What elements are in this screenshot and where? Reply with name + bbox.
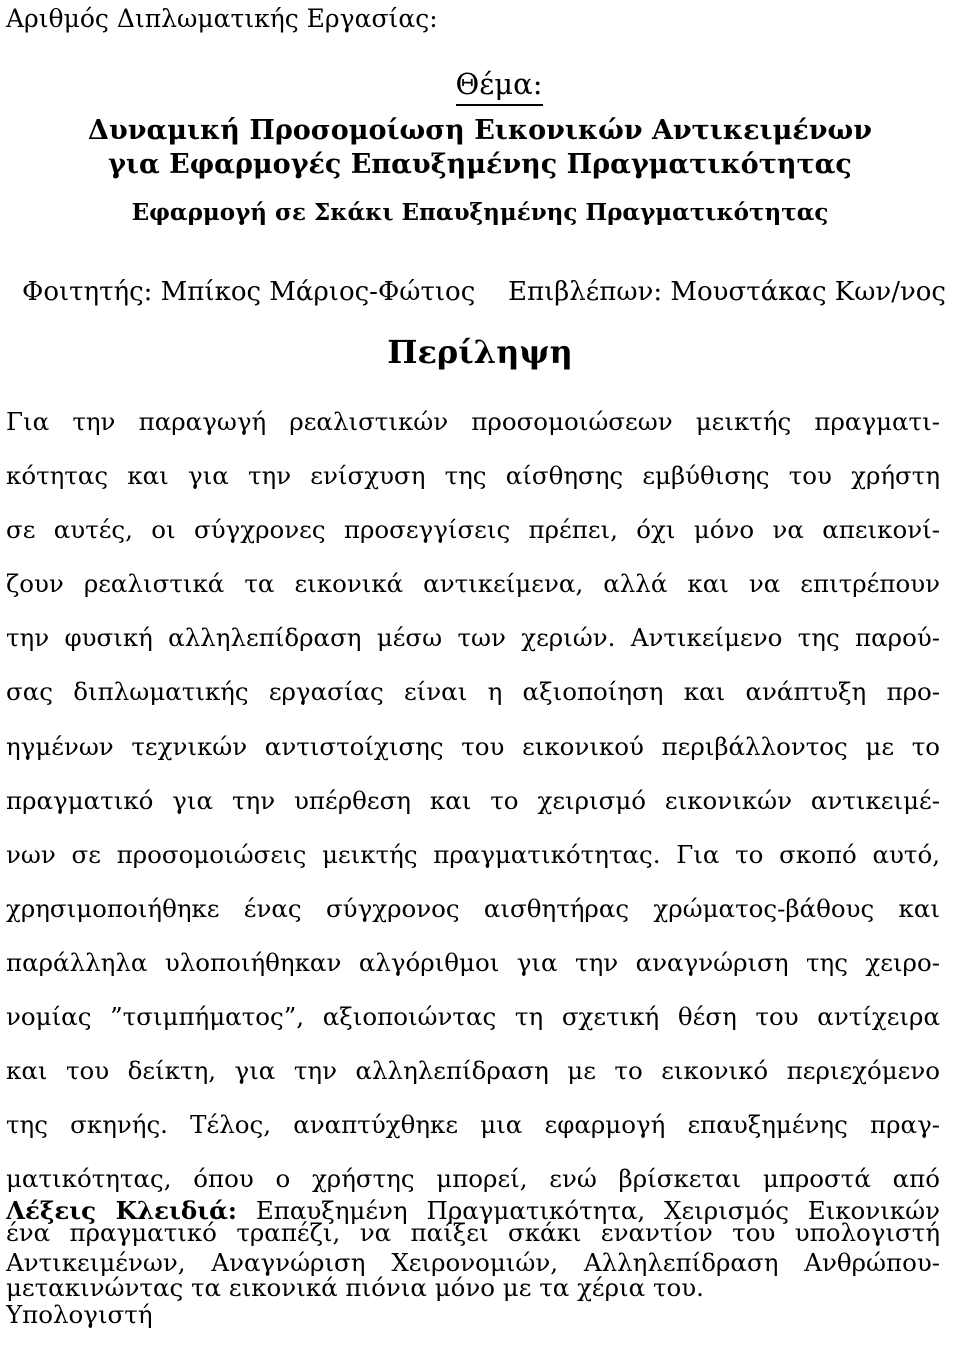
abstract-line: πραγματικό για την υπέρθεση και το χειρισμό εικονικών αντικειμέ- [6, 785, 940, 815]
keywords-line-1 [6, 1191, 940, 1243]
abstract-heading: Περίληψη [387, 333, 573, 371]
abstract-line: παράλληλα υλοποιήθηκαν αλγόριθμοι για την αναγνώριση της χειρο- [6, 947, 940, 977]
abstract-body [6, 402, 940, 1322]
abstract-line: νων σε προσομοιώσεις μεικτής πραγματικότητας. Για το σκοπό αυτό, [6, 839, 940, 869]
abstract-line: μετακινώντας τα εικονικά πιόνια μόνο με τα χέρια του. [6, 1272, 704, 1302]
abstract-line: ένα πραγματικό τραπέζι, να παίξει σκάκι εναντίον του υπολογιστή [6, 1218, 940, 1248]
keywords-label: Λέξεις Κλειδιά: [6, 1196, 237, 1225]
abstract-line: ματικότητας, όπου ο χρήστης μπορεί, ενώ βρίσκεται μπροστά από [6, 1164, 940, 1194]
topic-heading [0, 66, 960, 106]
abstract-line: σας διπλωματικής εργασίας είναι η αξιοποίηση και ανάπτυξη προ- [6, 677, 940, 707]
keywords-line-2: Αντικειμένων, Αναγνώριση Χειρονομιών, Αλληλεπίδραση Ανθρώπου- [6, 1248, 940, 1277]
abstract-line: σε αυτές, οι σύγχρονες προσεγγίσεις πρέπει, όχι μόνο να απεικονί- [6, 515, 940, 545]
abstract-line: χρησιμοποιήθηκε ένας σύγχρονος αισθητήρας χρώματος-βάθους και [6, 893, 940, 923]
keywords-text-1: Επαυξημένη Πραγματικότητα, Χειρισμός Εικονικών [255, 1196, 940, 1225]
student-name: Φοιτητής: Μπίκος Μάριος-Φώτιος [22, 277, 476, 307]
thesis-subtitle: Εφαρμογή σε Σκάκι Επαυξημένης Πραγματικότητας [131, 199, 829, 226]
abstract-line: την φυσική αλληλεπίδραση μέσω των χεριών. Αντικείμενο της παρού- [6, 623, 940, 653]
abstract-line: νομίας ”τσιμπήματος”, αξιοποιώντας τη σχετική θέση του αντίχειρα [6, 1002, 940, 1032]
keywords-line-3: Υπολογιστή [6, 1300, 153, 1329]
abstract-line: κότητας και για την ενίσχυση της αίσθησης εμβύθισης του χρήστη [6, 461, 940, 491]
abstract-line: Για την παραγωγή ρεαλιστικών προσομοιώσεων μεικτής πραγματι- [6, 407, 940, 436]
abstract-line: της σκηνής. Τέλος, αναπτύχθηκε μια εφαρμογή επαυξημένης πραγ- [6, 1110, 940, 1140]
abstract-line: ηγμένων τεχνικών αντιστοίχισης του εικονικού περιβάλλοντος με το [6, 731, 940, 761]
supervisor-name: Επιβλέπων: Μουστάκας Κων/νος [508, 277, 946, 307]
thesis-title-line-1: Δυναμική Προσομοίωση Εικονικών Αντικειμένων [88, 115, 872, 146]
thesis-title [0, 114, 960, 182]
thesis-number-label: Αριθμός Διπλωματικής Εργασίας: [6, 4, 438, 33]
topic-label: Θέμα: [456, 66, 543, 106]
abstract-line: ζουν ρεαλιστικά τα εικονικά αντικείμενα, αλλά και να επιτρέπουν [6, 569, 940, 599]
thesis-title-line-2: για Εφαρμογές Επαυξημένης Πραγματικότητας [108, 149, 852, 180]
abstract-line: και του δείκτη, για την αλληλεπίδραση με το εικονικό περιεχόμενο [6, 1056, 940, 1086]
